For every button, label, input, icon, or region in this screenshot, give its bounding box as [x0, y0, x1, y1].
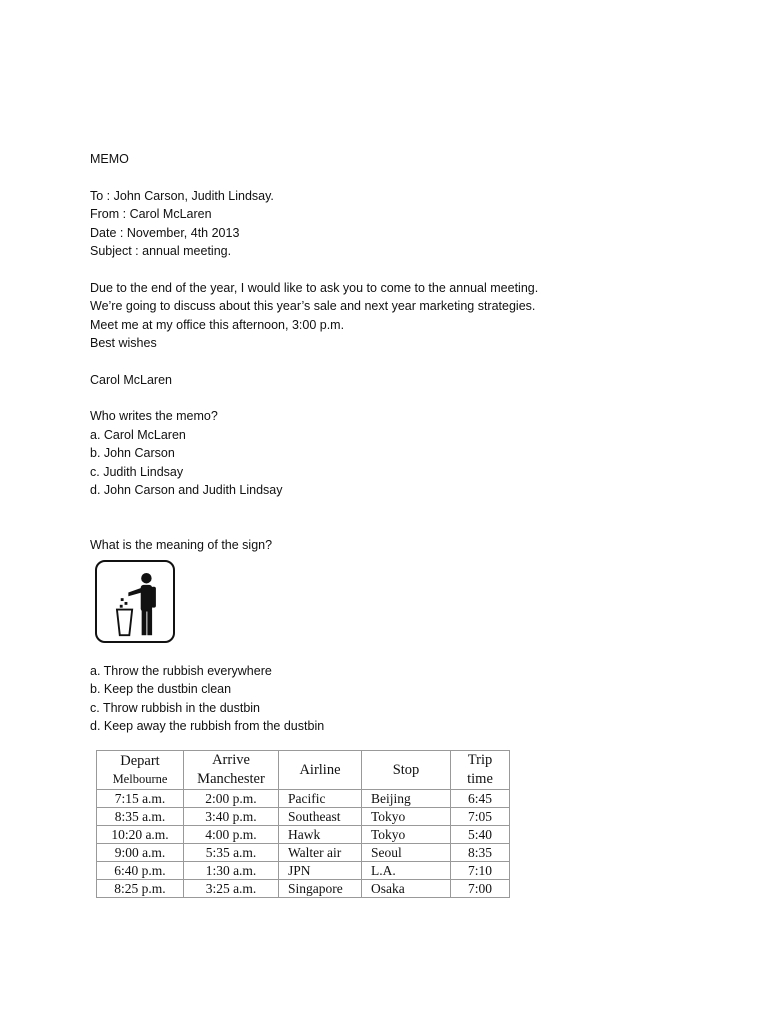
cell-depart: 10:20 a.m.: [97, 826, 184, 844]
cell-trip-time: 7:00: [451, 880, 510, 898]
table-row: [97, 880, 510, 898]
table-header-row: [97, 751, 510, 790]
cell-depart: 6:40 p.m.: [97, 862, 184, 880]
cell-arrive: 2:00 p.m.: [184, 790, 279, 808]
cell-stop: L.A.: [362, 862, 451, 880]
cell-depart: 9:00 a.m.: [97, 844, 184, 862]
cell-arrive: 1:30 a.m.: [184, 862, 279, 880]
header-arrive: [184, 751, 279, 790]
spacer: [90, 260, 730, 278]
cell-arrive: 4:00 p.m.: [184, 826, 279, 844]
spacer: [90, 168, 730, 186]
header-text: Trip: [467, 752, 493, 768]
header-stop: [362, 751, 451, 790]
cell-trip-time: 5:40: [451, 826, 510, 844]
cell-airline: JPN: [279, 862, 362, 880]
cell-depart: 8:35 a.m.: [97, 808, 184, 826]
memo-signature: Carol McLaren: [90, 372, 172, 387]
memo-to: To : John Carson, Judith Lindsay.: [90, 188, 274, 203]
cell-trip-time: 7:10: [451, 862, 510, 880]
question-2-prompt: What is the meaning of the sign?: [90, 538, 273, 553]
question-2-options: [90, 662, 324, 736]
memo-heading: MEMO: [90, 152, 129, 166]
header-text: Depart: [120, 753, 160, 769]
table-row: [97, 862, 510, 880]
header-text: Manchester: [197, 771, 265, 787]
cell-trip-time: 7:05: [451, 808, 510, 826]
question-2-option: a. Throw the rubbish everywhere: [90, 664, 272, 678]
cell-airline: Southeast: [279, 808, 362, 826]
table-row: [97, 790, 510, 808]
cell-airline: Hawk: [279, 826, 362, 844]
header-text: Stop: [392, 762, 420, 778]
memo-body-line: We’re going to discuss about this year’s sale and next year marketing strategies.: [90, 299, 536, 314]
memo-body-line: Due to the end of the year, I would like to ask you to come to the annual meeting.: [90, 280, 539, 295]
question-1-option: d. John Carson and Judith Lindsay: [90, 483, 283, 498]
header-text: Melbourne: [112, 772, 168, 786]
header-text: Airline: [299, 762, 341, 778]
cell-airline: Pacific: [279, 790, 362, 808]
spacer: [90, 499, 730, 517]
header-airline: [279, 751, 362, 790]
question-2-option: d. Keep away the rubbish from the dustbin: [90, 719, 325, 734]
header-text: Arrive: [212, 752, 250, 768]
cell-airline: Walter air: [279, 844, 362, 862]
spacer: [90, 389, 730, 407]
header-trip-time: [451, 751, 510, 790]
header-text: time: [467, 771, 493, 787]
question-2-option: b. Keep the dustbin clean: [90, 682, 232, 697]
question-1-prompt: Who writes the memo?: [90, 409, 218, 424]
table-row: [97, 844, 510, 862]
cell-airline: Singapore: [279, 880, 362, 898]
memo-document: [90, 150, 730, 555]
litter-bin-icon: [95, 560, 175, 643]
cell-stop: Tokyo: [362, 808, 451, 826]
memo-from: From : Carol McLaren: [90, 207, 212, 222]
header-depart: [97, 751, 184, 790]
table-row: [97, 808, 510, 826]
cell-arrive: 3:40 p.m.: [184, 808, 279, 826]
cell-stop: Seoul: [362, 844, 451, 862]
question-2-option: c. Throw rubbish in the dustbin: [90, 700, 261, 715]
cell-arrive: 3:25 a.m.: [184, 880, 279, 898]
spacer: [90, 518, 730, 536]
memo-closing: Best wishes: [90, 335, 157, 350]
question-1-option: a. Carol McLaren: [90, 427, 186, 442]
memo-date: Date : November, 4th 2013: [90, 225, 240, 240]
cell-stop: Osaka: [362, 880, 451, 898]
question-1-option: c. Judith Lindsay: [90, 464, 184, 479]
cell-depart: 7:15 a.m.: [97, 790, 184, 808]
table-row: [97, 826, 510, 844]
cell-arrive: 5:35 a.m.: [184, 844, 279, 862]
flight-schedule-table: [96, 750, 510, 898]
memo-subject: Subject : annual meeting.: [90, 243, 232, 258]
cell-stop: Tokyo: [362, 826, 451, 844]
cell-depart: 8:25 p.m.: [97, 880, 184, 898]
question-1-option: b. John Carson: [90, 446, 175, 461]
cell-trip-time: 6:45: [451, 790, 510, 808]
memo-body-line: Meet me at my office this afternoon, 3:00 p.m.: [90, 317, 345, 332]
cell-trip-time: 8:35: [451, 844, 510, 862]
spacer: [90, 352, 730, 370]
cell-stop: Beijing: [362, 790, 451, 808]
